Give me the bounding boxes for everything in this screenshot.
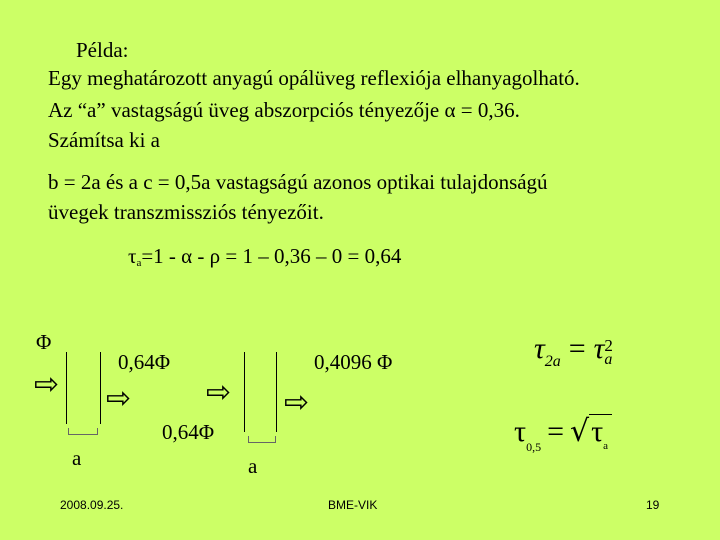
glass-left-edge — [244, 352, 245, 432]
footer-page-number: 19 — [646, 498, 660, 512]
text-line-5: üvegek transzmissziós tényezőit. — [48, 200, 324, 224]
thickness-brace — [248, 436, 276, 443]
eq1-lhs-sub: 2a — [544, 353, 561, 370]
alpha-value: = 0,36. — [460, 98, 520, 122]
tau-formula-rest: =1 - α - ρ = 1 – 0,36 – 0 = 0,64 — [141, 244, 402, 268]
eq2-rhs-sub: a — [603, 440, 609, 452]
thickness-brace — [68, 428, 98, 435]
glass-left-edge — [66, 352, 67, 424]
thickness-label-a: a — [72, 446, 82, 470]
text-line-4: b = 2a és a c = 0,5a vastagságú azonos optikai tulajdonságú — [48, 170, 548, 194]
tau-subscript: a — [136, 257, 142, 269]
equation-tau-05 — [514, 414, 612, 455]
eq1-rhs-sup: 2 — [604, 336, 613, 355]
tau-symbol: τ — [128, 244, 137, 268]
eq2-rhs: τ — [591, 415, 604, 448]
tau-a-formula — [128, 244, 401, 275]
eq1-equals: = — [568, 332, 586, 365]
eq2-lhs: τ — [514, 415, 527, 448]
text-line-3: Számítsa ki a — [48, 128, 160, 152]
phi-incident-second: 0,64Φ — [162, 420, 215, 444]
eq1-rhs: τ — [593, 332, 605, 365]
text-line-2 — [48, 98, 520, 122]
arrow-right-icon: ⇨ — [284, 385, 310, 420]
text-line-1: Egy meghatározott anyagú opálüveg reflexiója elhanyagolható. — [48, 66, 580, 90]
eq2-equals: = — [547, 415, 564, 448]
arrow-right-icon: ⇨ — [106, 381, 132, 416]
arrow-right-icon: ⇨ — [206, 375, 232, 410]
sqrt-icon: √ — [569, 414, 590, 449]
glass-right-edge — [100, 352, 101, 424]
glass-right-edge — [276, 352, 277, 432]
alpha-symbol: α — [444, 98, 456, 122]
phi-label: Φ — [36, 330, 52, 354]
arrow-right-icon: ⇨ — [34, 367, 60, 402]
eq1-lhs: τ — [534, 332, 545, 365]
eq1-rhs-sub: a — [604, 351, 613, 368]
text-line-2-body: Az “a” vastagságú üveg abszorpciós tényezője — [48, 98, 440, 122]
footer-date: 2008.09.25. — [60, 498, 124, 512]
phi-after-first-glass: 0,64Φ — [118, 350, 171, 374]
example-heading: Példa: — [76, 38, 129, 62]
footer-organization: BME-VIK — [328, 498, 378, 512]
eq2-lhs-sub: 0,5 — [526, 440, 542, 454]
thickness-label-a: a — [248, 454, 258, 478]
equation-tau-2a — [534, 332, 613, 371]
phi-after-second-glass: 0,4096 Φ — [314, 350, 393, 374]
